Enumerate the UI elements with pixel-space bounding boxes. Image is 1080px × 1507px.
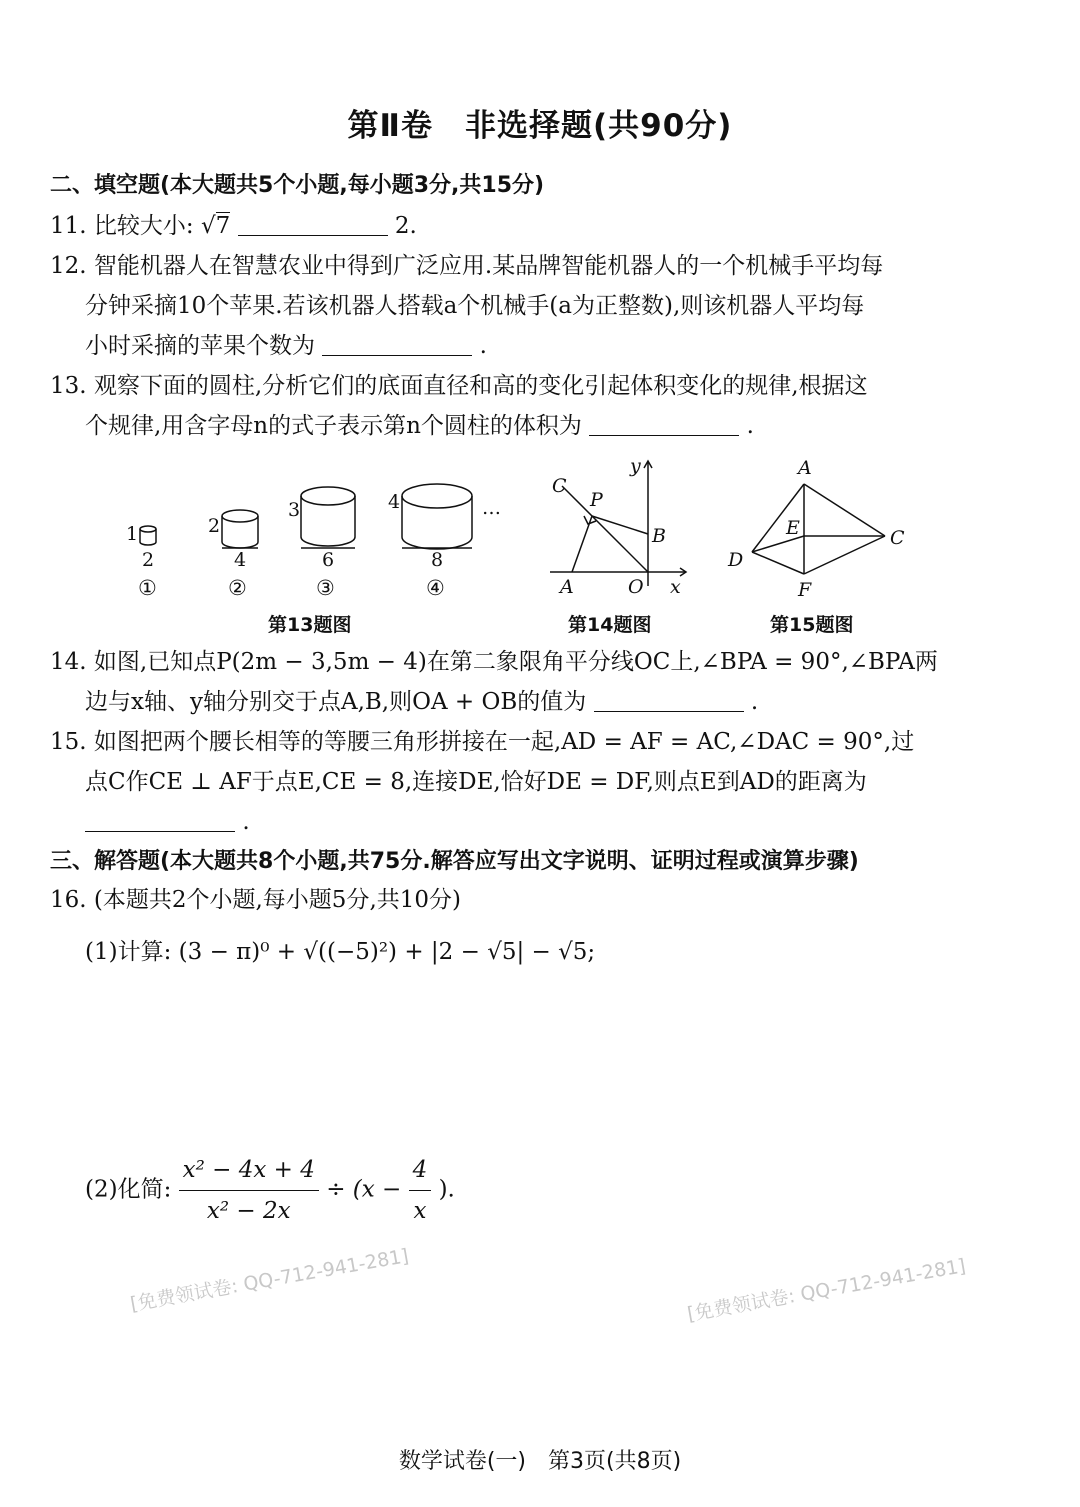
q16-part2 [85,1150,455,1231]
section-fill-in-heading: 二、填空题(本大题共5个小题,每小题3分,共15分) [50,173,545,198]
q13-line1: 观察下面的圆柱,分析它们的底面直径和高的变化引起体积变化的规律,根据这 [93,373,868,399]
question-12 [50,246,1010,286]
sqrt-symbol: √ [200,213,216,239]
watermark-right: [免费领试卷: QQ-712-941-281] [685,1254,968,1326]
section-solve-heading: 三、解答题(本大题共8个小题,共75分.解答应写出文字说明、证明过程或演算步骤) [50,849,859,874]
q16-part2-label: (2)化简: [85,1176,172,1203]
q15-line3-wrap [85,802,250,842]
q12-line3-wrap [85,326,487,366]
question-13 [50,366,868,406]
q14-line2: 边与x轴、y轴分别交于点A,B,则OA + OB的值为 [85,689,587,715]
fig14-label-B: B [652,525,666,547]
cyl3-diameter: 6 [322,549,335,571]
q14-line1: 如图,已知点P(2m − 3,5m − 4)在第二象限角平分线OC上,∠BPA = 90°,∠BPA两 [93,649,938,675]
page-footer: 数学试卷(一) 第3页(共8页) [398,1449,682,1474]
q11-tail: 2. [394,213,417,239]
q13-answer-blank[interactable] [589,413,739,436]
cyl3-height: 3 [288,499,301,521]
q14-number: 14. [50,649,87,675]
cyl4-index: ④ [426,576,445,600]
q16-part2-inner-denominator: x [413,1198,427,1224]
question-16 [50,880,461,920]
figure-15-triangles [720,452,910,602]
q14-line2-wrap [85,682,758,722]
fig14-label-P: P [590,489,603,511]
q16-part2-paren-open: (x − [352,1176,402,1203]
q16-part1-label: (1)计算: [85,939,172,965]
q12-answer-blank[interactable] [322,333,472,356]
fig14-label-y: y [630,455,641,477]
q11-sqrt-arg: 7 [215,213,231,239]
cyl2-index: ② [228,576,247,600]
q11-answer-blank[interactable] [238,213,388,236]
q16-number: 16. [50,887,87,913]
cyl1-height: 1 [126,523,139,545]
q16-part2-fraction [179,1150,319,1231]
q16-part2-paren-close: ). [438,1176,455,1203]
q12-number: 12. [50,253,87,279]
cyl1-index: ① [138,576,157,600]
cyl1-diameter: 2 [142,549,155,571]
q15-number: 15. [50,729,87,755]
fig15-label-C: C [890,527,905,549]
fig14-label-A: A [560,576,574,598]
q16-part2-numerator: x² − 4x + 4 [179,1150,319,1191]
q14-end: . [750,689,759,715]
q15-answer-blank[interactable] [85,809,235,832]
q15-end: . [242,809,250,835]
fig14-label-C: C [552,475,567,497]
cyl4-diameter: 8 [431,549,444,571]
cyl4-height: 4 [388,491,401,513]
q16-part2-inner-numerator: 4 [409,1150,432,1191]
cyl-ellipsis: … [482,497,501,519]
q13-line2: 个规律,用含字母n的式子表示第n个圆柱的体积为 [85,413,582,439]
q14-answer-blank[interactable] [594,689,744,712]
watermark-left: [免费领试卷: QQ-712-941-281] [128,1244,411,1316]
q13-number: 13. [50,373,87,399]
fig14-label-x: x [670,576,681,598]
fig15-label-E: E [786,517,800,539]
q15-line1: 如图把两个腰长相等的等腰三角形拼接在一起,AD = AF = AC,∠DAC = 90°,过 [93,729,915,755]
fig15-label-A: A [798,457,812,479]
q16-part2-inner-fraction [409,1150,432,1231]
q11-text: 比较大小: [93,213,194,239]
q16-intro: (本题共2个小题,每小题5分,共10分) [93,887,461,913]
q16-part2-divide: ÷ [326,1176,346,1203]
figure-14-coordinate [540,450,700,600]
q16-part2-denominator: x² − 2x [206,1198,291,1224]
fig15-label-D: D [728,549,744,571]
q11-number: 11. [50,213,87,239]
part-title: 第Ⅱ卷 非选择题(共90分) [347,108,733,144]
q12-line1: 智能机器人在智慧农业中得到广泛应用.某品牌智能机器人的一个机械手平均每 [93,253,884,279]
q16-part1 [85,932,595,972]
question-14 [50,642,1040,682]
q12-end: . [479,333,487,359]
cyl3-index: ③ [316,576,335,600]
fig14-label-O: O [628,576,644,598]
q12-line3: 小时采摘的苹果个数为 [85,333,315,359]
cyl2-height: 2 [208,515,221,537]
fig15-caption: 第15题图 [770,614,854,636]
fig13-caption: 第13题图 [268,614,352,636]
q15-line2: 点C作CE ⊥ AF于点E,CE = 8,连接DE,恰好DE = DF,则点E到AD的距离为 [85,769,867,795]
fig15-label-F: F [798,579,812,601]
question-15 [50,722,1040,762]
q16-part1-expression: (3 − π)⁰ + √((−5)²) + |2 − √5| − √5; [178,939,596,965]
fig14-caption: 第14题图 [568,614,652,636]
q13-end: . [746,413,754,439]
question-11 [50,206,417,246]
figure-13-cylinders [110,480,530,610]
q13-line2-wrap [85,406,754,446]
cyl2-diameter: 4 [234,549,247,571]
q12-line2: 分钟采摘10个苹果.若该机器人搭载a个机械手(a为正整数),则该机器人平均每 [85,293,865,319]
